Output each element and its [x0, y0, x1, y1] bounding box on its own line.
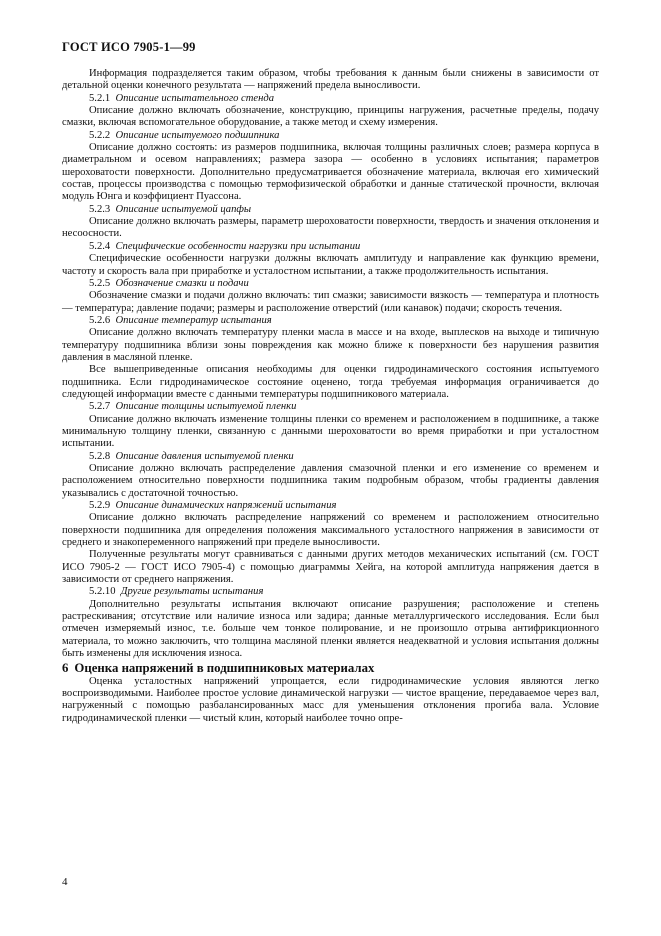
subsection-number: 5.2.5	[89, 277, 111, 289]
subsection-title: Описание давления испытуемой пленки	[115, 450, 294, 462]
subsection-number: 5.2.9	[89, 500, 111, 512]
subsection-number: 5.2.1	[89, 92, 111, 104]
subsection-title: Другие результаты испытания	[120, 586, 264, 598]
subsection-title: Описание динамических напряжений испытания	[115, 500, 337, 512]
subsection-number: 5.2.10	[89, 586, 116, 598]
subsection-title: Обозначение смазки и подачи	[115, 277, 249, 289]
paragraph: Специфические особенности нагрузки должны включать амплитуду и направление как функцию времени, частоту и скорость вала при приработке и усталостном испытании, а также продолжительность испытания.	[62, 253, 599, 277]
subsection-number: 5.2.8	[89, 450, 111, 462]
subsection-title: Описание испытуемого подшипника	[115, 129, 280, 141]
subsection-number: 5.2.7	[89, 401, 111, 413]
subsection-number: 5.2.6	[89, 314, 111, 326]
subsection-title: Описание испытательного стенда	[115, 92, 275, 104]
subsection-heading	[62, 500, 599, 512]
subsection-title: Специфические особенности нагрузки при испытании	[115, 240, 361, 252]
paragraph: Описание должно включать размеры, параметр шероховатости поверхности, твердость и значения отклонения и несоосности.	[62, 216, 599, 240]
subsection-number: 5.2.3	[89, 203, 111, 215]
subsection-heading	[62, 278, 599, 290]
subsection-title: Описание испытуемой цапфы	[115, 203, 252, 215]
subsection-heading	[62, 130, 599, 142]
paragraph: Описание должно включать обозначение, конструкцию, принципы нагружения, расчетные пределы, подачу смазки, включая вспомогательное оборудование, а также метод и схему измерения.	[62, 105, 599, 129]
subsection-heading	[62, 204, 599, 216]
paragraph: Информация подразделяется таким образом, чтобы требования к данным были снижены в зависимости от детальной оценки конечного результата — напряжений предела выносливости.	[62, 68, 599, 92]
document-body	[62, 68, 599, 725]
paragraph: Описание должно включать температуру пленки масла в массе и на входе, выплесков на выходе и типичную температуру подшипника вблизи зоны повреждения как можно ближе к поверхности без нарушения развития давления в масляной пленке.	[62, 327, 599, 363]
paragraph: Дополнительно результаты испытания включают описание разрушения; расположение и степень растрескивания; отсутствие или наличие износа или задира; данные металлургического исследования. Если был отмечен измеряемый износ, т.е. больше чем тонкое полирование, и не произошло отрыва антифрикционного материала, то можно заключить, что толщина масляной пленки является неадекватной и условия испытания должны быть изменены для исключения износа.	[62, 598, 599, 660]
subsection-title: Описание толщины испытуемой пленки	[115, 401, 297, 413]
subsection-number: 5.2.4	[89, 240, 111, 252]
subsection-heading	[62, 93, 599, 105]
paragraph: Описание должно включать распределение давления смазочной пленки и его изменение со временем и расположением относительно поверхности подшипника таким подробным образом, чтобы градиенты давления указывались с достаточной точностью.	[62, 463, 599, 499]
paragraph: Оценка усталостных напряжений упрощается, если гидродинамические условия являются легко воспроизводимыми. Наиболее простое условие динамической нагрузки — чистое вращение, передаваемое через вал, нагруженный с помощью разбалансированных масс для уменьшения отклонения прогиба вала. Условие гидродинамической пленки — чистый клин, который наиболее точно опре-	[62, 675, 599, 724]
section-title: Оценка напряжений в подшипниковых материалах	[74, 660, 375, 675]
subsection-number: 5.2.2	[89, 129, 111, 141]
section-number: 6	[62, 660, 69, 675]
subsection-heading	[62, 586, 599, 598]
subsection-heading	[62, 241, 599, 253]
page-header: ГОСТ ИСО 7905-1—99	[62, 40, 196, 54]
paragraph: Описание должно включать изменение толщины пленки со временем и расположением в подшипнике, а также минимальную толщину пленки, связанную с данными шероховатости во время приработки и при усталостном испытании.	[62, 413, 599, 450]
paragraph: Описание должно состоять: из размеров подшипника, включая толщины различных слоев; размера корпуса в диаметральном и осевом направлениях; размера зазора — особенно в условиях испытания; параметров шероховатости поверхности. Дополнительно предусматривается обозначение материала, включая его химический состав, процессы производства с помощью термофизической обработки и данные статической прочности, включая модуль Юнга и коэффициент Пуассона.	[62, 142, 599, 203]
paragraph: Все вышеприведенные описания необходимы для оценки гидродинамического состояния испытуемого подшипника. Если гидродинамическое состояние оценено, тогда требуемая информация ограничивается до следующей информации вместе с данными температуры подшипникового материала.	[62, 364, 599, 400]
paragraph: Полученные результаты могут сравниваться с данными других методов механических испытаний (см. ГОСТ ИСО 7905-2 — ГОСТ ИСО 7905-4) с помощью диаграммы Хейга, на которой амплитуда напряжения дается в зависимости от среднего напряжения.	[62, 549, 599, 586]
subsection-heading	[62, 451, 599, 463]
subsection-title: Описание температур испытания	[115, 314, 272, 326]
paragraph: Обозначение смазки и подачи должно включать: тип смазки; зависимости вязкость — температура и плотность — температура; давление подачи; размеры и расположение отверстий (или канавок) подачи; скорость течения.	[62, 290, 599, 314]
subsection-heading	[62, 315, 599, 327]
paragraph: Описание должно включать распределение напряжений со временем и расположением относительно поверхности подшипника для определения положения максимального усталостного напряжения в зависимости от среднего и знакопеременного напряжений при пределе выносливости.	[62, 512, 599, 549]
page-number: 4	[62, 876, 68, 888]
subsection-heading	[62, 401, 599, 413]
section-heading	[62, 661, 599, 676]
